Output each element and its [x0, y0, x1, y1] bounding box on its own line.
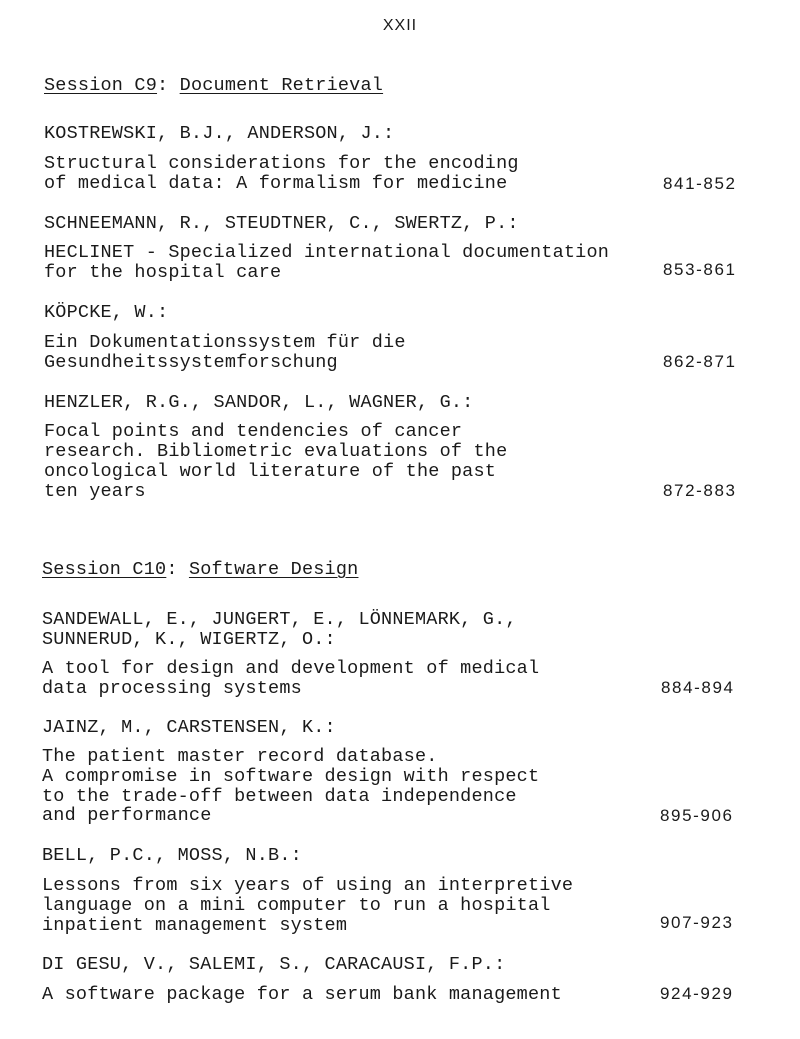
entry-title-line: A compromise in software design with respect [42, 766, 540, 787]
entry-pages: 872-883 [663, 481, 737, 500]
entry-title-line: ten years [44, 481, 146, 502]
entry-pages: 884-894 [661, 678, 735, 697]
entry-authors: KÖPCKE, W.: [44, 302, 169, 323]
entry-authors: SCHNEEMANN, R., STEUDTNER, C., SWERTZ, P.: [44, 213, 519, 234]
entry-title-line: A tool for design and development of medical [42, 658, 540, 679]
entry-title-line: HECLINET - Specialized international documentation [44, 242, 610, 263]
session-title: Document Retrieval [179, 75, 384, 96]
entry-title-line: to the trade-off between data independence [42, 786, 517, 807]
entry-title-line: A software package for a serum bank management [42, 984, 562, 1005]
entry-title-line: data processing systems [42, 678, 302, 699]
entry-pages: 853-861 [663, 260, 737, 279]
entry-authors: SANDEWALL, E., JUNGERT, E., LÖNNEMARK, G., [42, 609, 517, 630]
entry-pages: 907-923 [660, 913, 734, 932]
entry-title-line: Ein Dokumentationssystem für die [44, 332, 406, 353]
session-title: Software Design [188, 559, 359, 580]
entry-pages: 924-929 [660, 984, 734, 1003]
entry-authors: BELL, P.C., MOSS, N.B.: [42, 845, 302, 866]
entry-title-line: The patient master record database. [42, 746, 438, 767]
entry-title-line: and performance [42, 805, 212, 826]
entry-authors: HENZLER, R.G., SANDOR, L., WAGNER, G.: [44, 392, 474, 413]
entry-title-line: oncological world literature of the past [44, 461, 497, 482]
session-heading: Session C9: Document Retrieval [44, 75, 384, 96]
entry-title-line: research. Bibliometric evaluations of the [44, 441, 508, 462]
entry-authors: KOSTREWSKI, B.J., ANDERSON, J.: [44, 123, 395, 144]
entry-pages: 895-906 [660, 806, 734, 825]
entry-authors: JAINZ, M., CARSTENSEN, K.: [42, 717, 336, 738]
entry-authors: SUNNERUD, K., WIGERTZ, O.: [42, 629, 336, 650]
entry-title-line: Focal points and tendencies of cancer [44, 421, 463, 442]
entry-authors: DI GESU, V., SALEMI, S., CARACAUSI, F.P.: [42, 954, 506, 975]
session-label: Session C10 [42, 559, 167, 580]
entry-pages: 862-871 [663, 352, 737, 371]
entry-title-line: Structural considerations for the encoding [44, 153, 519, 174]
entry-title-line: language on a mini computer to run a hospital [42, 895, 551, 916]
session-heading: Session C10: Software Design [42, 559, 359, 580]
entry-title-line: Gesundheitssystemforschung [44, 352, 338, 373]
entry-title-line: inpatient management system [42, 915, 348, 936]
session-label: Session C9 [44, 75, 158, 96]
entry-title-line: Lessons from six years of using an interpretive [42, 875, 574, 896]
entry-title-line: for the hospital care [44, 262, 282, 283]
entry-title-line: of medical data: A formalism for medicine [44, 173, 508, 194]
page-number: XXII [382, 17, 418, 34]
entry-pages: 841-852 [663, 174, 737, 193]
